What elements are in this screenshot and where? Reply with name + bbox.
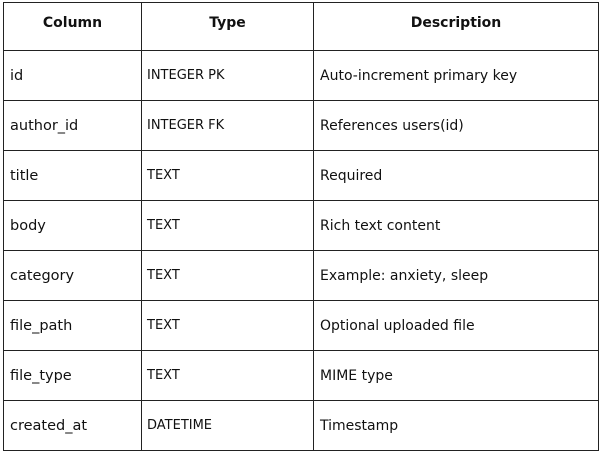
table-row bbox=[4, 351, 599, 401]
description-cell: Auto-increment primary key bbox=[314, 51, 599, 101]
type-cell: TEXT bbox=[142, 201, 314, 251]
description-cell: Example: anxiety, sleep bbox=[314, 251, 599, 301]
header-type: Type bbox=[142, 3, 314, 51]
table-row bbox=[4, 101, 599, 151]
description-cell: Timestamp bbox=[314, 401, 599, 451]
column-cell: id bbox=[4, 51, 142, 101]
schema-table bbox=[3, 2, 599, 451]
description-cell: Optional uploaded file bbox=[314, 301, 599, 351]
column-cell: category bbox=[4, 251, 142, 301]
description-cell: MIME type bbox=[314, 351, 599, 401]
table-row bbox=[4, 151, 599, 201]
column-cell: body bbox=[4, 201, 142, 251]
header-column: Column bbox=[4, 3, 142, 51]
header-description: Description bbox=[314, 3, 599, 51]
column-cell: file_path bbox=[4, 301, 142, 351]
schema-table-container bbox=[3, 2, 598, 452]
column-cell: author_id bbox=[4, 101, 142, 151]
table-row bbox=[4, 401, 599, 451]
type-cell: INTEGER PK bbox=[142, 51, 314, 101]
type-cell: TEXT bbox=[142, 151, 314, 201]
type-cell: DATETIME bbox=[142, 401, 314, 451]
column-cell: title bbox=[4, 151, 142, 201]
description-cell: Required bbox=[314, 151, 599, 201]
table-row bbox=[4, 201, 599, 251]
type-cell: INTEGER FK bbox=[142, 101, 314, 151]
type-cell: TEXT bbox=[142, 351, 314, 401]
description-cell: Rich text content bbox=[314, 201, 599, 251]
table-row bbox=[4, 51, 599, 101]
type-cell: TEXT bbox=[142, 251, 314, 301]
description-cell: References users(id) bbox=[314, 101, 599, 151]
type-cell: TEXT bbox=[142, 301, 314, 351]
table-row bbox=[4, 251, 599, 301]
column-cell: created_at bbox=[4, 401, 142, 451]
header-row bbox=[4, 3, 599, 51]
column-cell: file_type bbox=[4, 351, 142, 401]
table-row bbox=[4, 301, 599, 351]
